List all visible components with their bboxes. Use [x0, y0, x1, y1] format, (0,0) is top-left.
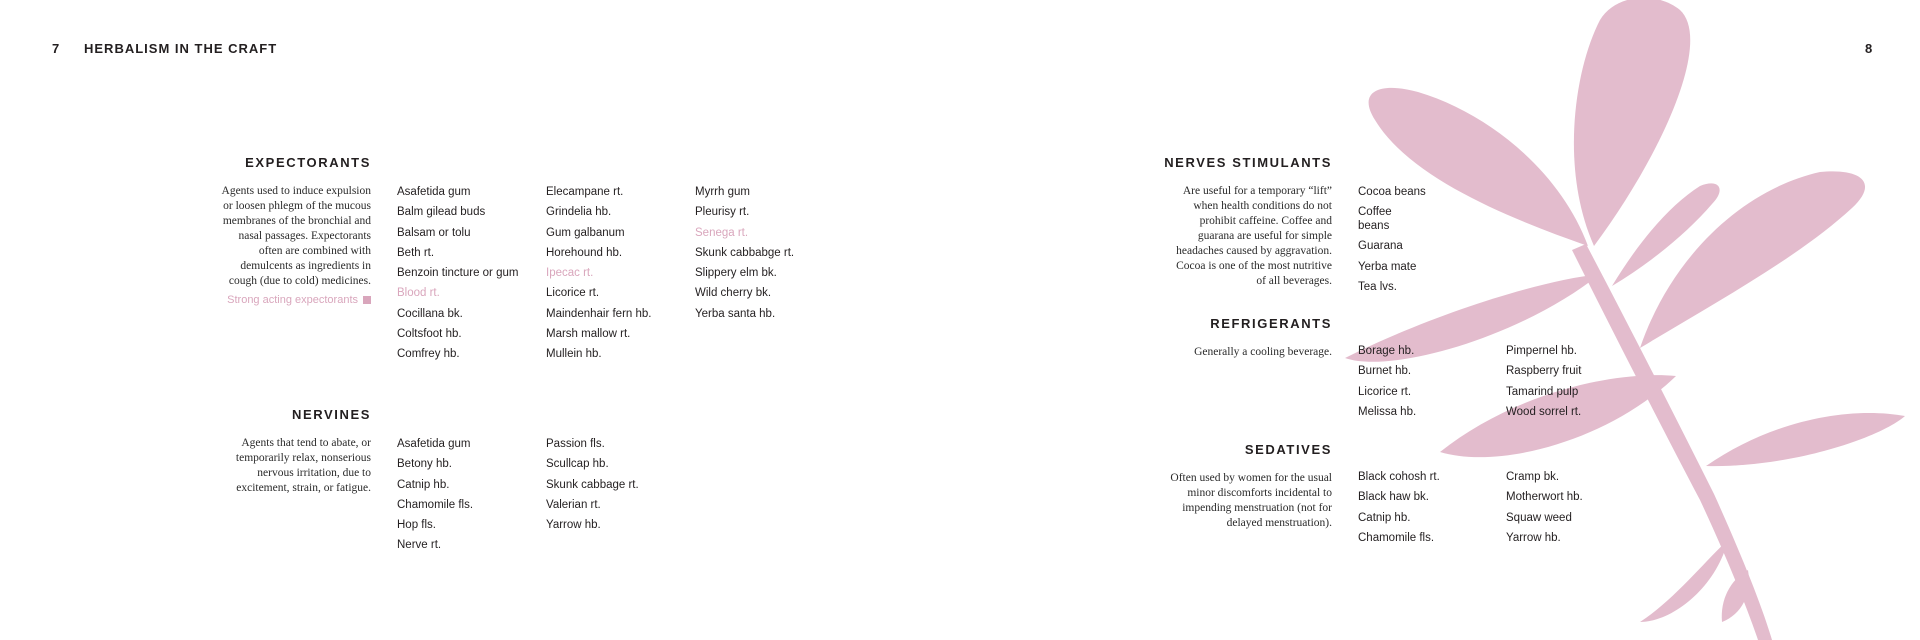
herb-item: Hop fls.: [397, 519, 436, 532]
herb-item: Melissa hb.: [1358, 405, 1417, 418]
herb-item: Horehound hb.: [546, 246, 623, 259]
herb-item: Chamomile fls.: [1358, 531, 1435, 544]
herb-item: Gum galbanum: [546, 226, 625, 239]
right-page-number: 8: [1865, 41, 1874, 56]
herb-item: Wild cherry bk.: [695, 287, 772, 300]
refrigerants-description: Generally a cooling beverage.: [1194, 346, 1332, 358]
strong-expectorants-note: Strong acting expectorants: [227, 294, 371, 306]
leaf-right-low: [1706, 413, 1905, 466]
herb-item: Catnip hb.: [397, 478, 450, 491]
herb-item: Senega rt.: [695, 226, 749, 239]
herb-item: Passion fls.: [546, 438, 605, 450]
herb-item: Pleurisy rt.: [695, 206, 750, 219]
herb-item: Tamarind pulp: [1506, 385, 1579, 398]
herb-item: Marsh mallow rt.: [546, 328, 631, 341]
accent-square: [363, 296, 371, 304]
herb-item: Burnet hb.: [1358, 365, 1412, 378]
nerves-stimulants-col-1: [1358, 182, 1426, 297]
herb-item: Licorice rt.: [546, 287, 600, 300]
expectorants-col-2: [546, 182, 651, 365]
nervines-description: Agents that tend to abate, or temporarily relax, nonserious nervous irritation, due to excitement, strain, or fatigue.: [235, 437, 371, 494]
herb-item: Slippery elm bk.: [695, 267, 777, 280]
expectorants-col-1: [397, 182, 518, 365]
sedatives-col-1: [1358, 467, 1440, 548]
herb-item: Elecampane rt.: [546, 186, 624, 198]
leaf-right-mid: [1640, 171, 1865, 348]
herb-item: Asafetida gum: [397, 438, 471, 450]
herb-item: Tea lvs.: [1358, 280, 1397, 293]
herb-item: Betony hb.: [397, 458, 452, 471]
herb-item: Licorice rt.: [1358, 385, 1412, 398]
herb-item: Blood rt.: [397, 287, 440, 300]
herb-item: Valerian rt.: [546, 498, 601, 511]
nerves-stimulants-heading: NERVES STIMULANTS: [1164, 155, 1332, 170]
herb-item: Wood sorrel rt.: [1506, 405, 1582, 418]
leaf-bottom-left: [1640, 540, 1728, 622]
herb-item: Squaw weed: [1506, 511, 1572, 524]
expectorants-col-3: [695, 182, 794, 324]
herb-item: Yarrow hb.: [1506, 531, 1561, 544]
herb-item: Scullcap hb.: [546, 458, 609, 471]
herb-item: Comfrey hb.: [397, 348, 460, 361]
herb-item: Ipecac rt.: [546, 267, 594, 280]
herb-item: Balsam or tolu: [397, 226, 471, 239]
herb-item: Coffee beans: [1358, 206, 1392, 233]
herb-item: Motherwort hb.: [1506, 491, 1583, 504]
nerves-stimulants-description: Are useful for a temporary “lift” when health conditions do not prohibit caffeine. Coffee and guarana are useful for simple headaches caused by aggravation. Cocoa is one of the most nutritive of all beverages.: [1176, 185, 1332, 287]
herb-item: Cocillana bk.: [397, 307, 463, 320]
herb-item: Pimpernel hb.: [1506, 345, 1577, 357]
herb-item: Cramp bk.: [1506, 471, 1560, 483]
herb-item: Balm gilead buds: [397, 206, 486, 219]
herb-item: Grindelia hb.: [546, 206, 612, 219]
herb-item: Raspberry fruit: [1506, 365, 1582, 378]
nervines-col-2: [546, 434, 639, 535]
refrigerants-heading: REFRIGERANTS: [1210, 316, 1332, 331]
herb-item: Asafetida gum: [397, 186, 471, 198]
herb-item: Myrrh gum: [695, 186, 750, 198]
expectorants-heading: EXPECTORANTS: [245, 155, 371, 170]
herb-item: Yerba mate: [1358, 260, 1417, 273]
herb-item: Skunk cabbage rt.: [546, 478, 639, 491]
herb-item: Benzoin tincture or gum: [397, 267, 519, 280]
left-page-number: 7: [52, 41, 61, 56]
herb-item: Coltsfoot hb.: [397, 328, 462, 341]
herb-item: Black cohosh rt.: [1358, 471, 1440, 483]
herb-item: Black haw bk.: [1358, 491, 1429, 504]
herb-item: Cocoa beans: [1358, 186, 1426, 198]
expectorants-description: Agents used to induce expulsion or loosen phlegm of the mucous membranes of the bronchial and nasal passages. Expectorants often are combined with demulcents as ingredients in cough (due to cold) medicines.: [221, 185, 371, 287]
nervines-heading: NERVINES: [291, 407, 371, 422]
herb-item: Skunk cabbabge rt.: [695, 246, 795, 259]
running-title: HERBALISM IN THE CRAFT: [84, 41, 278, 56]
nervines-col-1: [397, 434, 473, 556]
herb-item: Maindenhair fern hb.: [546, 307, 652, 320]
sedatives-col-2: [1506, 467, 1583, 548]
herb-item: Yerba santa hb.: [695, 307, 776, 320]
herb-item: Nerve rt.: [397, 539, 442, 552]
refrigerants-col-1: [1358, 341, 1416, 422]
herb-item: Chamomile fls.: [397, 498, 474, 511]
herb-item: Borage hb.: [1358, 345, 1415, 357]
herb-item: Mullein hb.: [546, 348, 602, 361]
sedatives-description: Often used by women for the usual minor discomforts incidental to impending menstruation (not for delayed menstruation).: [1170, 472, 1332, 529]
herb-item: Beth rt.: [397, 246, 435, 259]
herb-item: Catnip hb.: [1358, 511, 1411, 524]
refrigerants-col-2: [1506, 341, 1581, 422]
sedatives-heading: SEDATIVES: [1244, 442, 1332, 457]
herb-item: Guarana: [1358, 240, 1403, 253]
herb-item: Yarrow hb.: [546, 519, 601, 532]
